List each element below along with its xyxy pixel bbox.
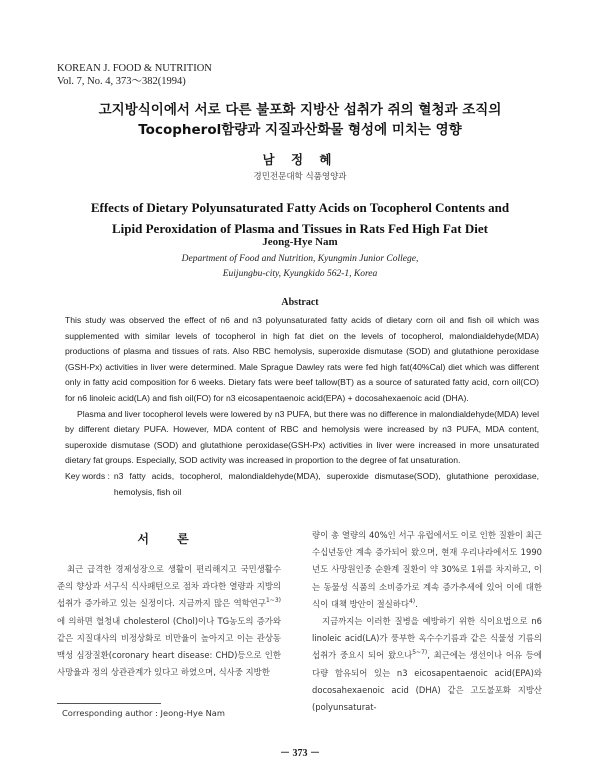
keywords-label: Key words : [65,470,110,481]
left-column-text [57,561,281,681]
right-column-text [312,527,542,716]
korean-title [0,100,600,140]
intro-p1-text: 최근 급격한 경제성장으로 생활이 편리해지고 국민생활수준의 향상과 서구식 식사패턴으로 점차 과다한 열량과 지방의 섭취가 증가하고 있는 실정이다. 지금까지 많은 역학연구 [57,564,281,609]
english-title [0,197,600,239]
intro-paragraph-2 [312,613,542,716]
section-title-introduction: 서 론 [137,532,201,546]
abstract-paragraph-2: Plasma and liver tocopherol levels were lowered by n3 PUFA, but there was no difference in malondialdehyde(MDA) level by different dietary PUFA. However, MDA content of RBC and hemolysis were increased by n3 PUFA, MDA content, superoxide dismutase (SOD) and glutathione peroxidase(GSH-Px) activities in liver were increased in more unsaturated dietary fat groups. Especially, SOD activity was increased in proportion to the degree of fat unsaturation. [65,408,539,466]
english-affiliation-line2: Euijungbu-city, Kyungkido 562-1, Korea [222,269,378,279]
journal-volume: Vol. 7, No. 4, 373～382(1994) [57,76,186,87]
abstract-heading: Abstract [281,297,319,308]
intro-paragraph-1 [57,561,281,681]
keywords [65,469,539,500]
english-title-line1: Effects of Dietary Polyunsaturated Fatty Acids on Tocopherol Contents and [90,200,510,215]
english-affiliation [0,252,600,282]
right-p1-text: 량이 총 열량의 40%인 서구 유럽에서도 이로 인한 질환이 최근 수십년동안 계속 증가되어 왔으며, 현재 우리나라에서도 1990년도 사망원인중 순환계 질환이 약 30%로 1위를 차지하고, 이는 동물성 식품의 소비증가로 계속 증가추세에 있어 이에 대한 식이 대책 방안이 절실하다 [312,530,542,609]
right-column [312,527,542,716]
footnote-divider [57,703,161,704]
right-p2-continued: , 최근에는 생선이나 어유 등에 다량 함유되어 있는 n3 eicosapentaenoic acid(EPA)와 docosahexaenoic acid (DHA) 같은 고도불포화 지방산(polyunsaturat- [312,650,542,713]
journal-name: KOREAN J. FOOD & NUTRITION [57,63,212,74]
intro-p1-continued: 에 의하면 혈청내 cholesterol (Chol)이나 TG농도의 증가와 같은 지질대사의 비정상화로 비만율이 높아지고 이는 관상동맥성 심장질환(coronary heart disease: CHD)등으로 인한 사망율과 정의 상관관계가 있다고 하였으며, 식사중 지방한 [57,615,281,678]
intro-paragraph-1-cont [312,527,542,613]
citation-4: 4) [408,598,416,606]
english-author: Jeong-Hye Nam [262,236,338,248]
citation-1-3: 1~3) [265,597,281,605]
korean-affiliation: 경민전문대학 식품영양과 [253,172,347,182]
right-p1-end: . [415,598,418,609]
english-affiliation-line1: Department of Food and Nutrition, Kyungmin Junior College, [181,254,419,264]
abstract-paragraph-1: This study was observed the effect of n6 and n3 polyunsaturated fatty acids of dietary corn oil and fish oil which was supplemented with similar levels of tocopherol in high fat diet on the levels of tocopherol, malondialdehyde(MDA) productions of plasma and tissues of rats. Also RBC hemolysis, superoxide dismutase (SOD) and glutathione peroxidase (GSH-Px) activities in liver were determined. Male Sprague Dawley rats were fed high fat(40%Cal) diet which was different only in fatty acid composition for 6 weeks. Dietary fats were beef tallow(BT) as a source of saturated fatty acid, corn oil(CO) for n6 linoleic acid(LA) and fish oil(FO) for n3 eicosapentaenoic acid(EPA) + docosahexaenoic acid (DHA). [65,315,539,403]
abstract-body [65,313,539,500]
korean-title-line2: Tocopherol함량과 지질과산화물 형성에 미치는 영향 [138,122,462,138]
korean-author: 남 정 혜 [262,152,338,167]
left-column [57,530,281,681]
citation-5-7: 5~7) [412,649,428,657]
corresponding-author-note: Corresponding author : Jeong-Hye Nam [62,708,225,718]
journal-header [57,62,212,88]
english-title-line2: Lipid Peroxidation of Plasma and Tissues in Rats Fed High Fat Diet [112,221,488,236]
page-number: － 373 － [280,748,320,759]
keywords-list: n3 fatty acids, tocopherol, malondialdehyde(MDA), superoxide dismutase(SOD), glutathione peroxidase, hemolysis, fish oil [113,470,539,497]
right-p2-text: 지금까지는 이러한 질병을 예방하기 위한 식이요법으로 n6 linoleic acid(LA)가 풍부한 옥수수기름과 같은 식물성 기름의 섭취가 중요시 되어 왔으나 [312,616,542,661]
korean-title-line1: 고지방식이에서 서로 다른 불포화 지방산 섭취가 쥐의 혈청과 조직의 [98,102,502,118]
